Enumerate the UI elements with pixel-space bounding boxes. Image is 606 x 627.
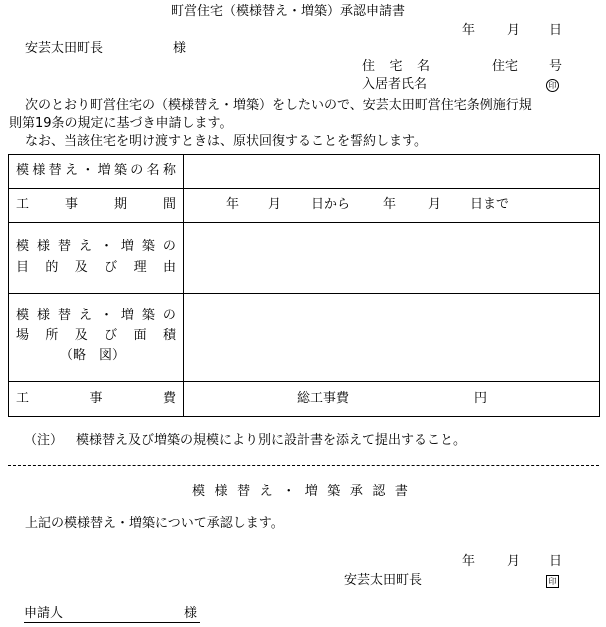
row-label-purpose-line2: 目 的 及 び 理 由 (16, 260, 176, 275)
period-month-2: 月 (428, 197, 442, 212)
addressee: 安芸太田町長 (25, 41, 104, 56)
table-row-divider (8, 381, 599, 382)
row-label-cost: 工 事 費 (16, 391, 176, 406)
approval-date-month: 月 (507, 554, 521, 569)
applicant-line (24, 606, 200, 623)
row-label-location-line2: 場 所 及 び 面 積 (16, 328, 176, 343)
table-border-bottom (8, 416, 599, 417)
residence-label: 住 宅 名 (362, 59, 430, 74)
resident-name-label: 入居者氏名 (362, 77, 428, 92)
approval-date-year: 年 (462, 554, 476, 569)
official-stamp-mark: 印 (546, 575, 559, 588)
purpose-field[interactable] (190, 230, 590, 286)
sketch-label: （略 図） (60, 348, 126, 363)
table-column-divider (183, 154, 184, 417)
approval-date-day: 日 (549, 554, 563, 569)
cost-unit: 円 (474, 391, 488, 406)
period-year-1: 年 (226, 197, 240, 212)
row-label-location-line1: 模 様 替 え ・ 増 築 の (16, 308, 176, 323)
note-text: 模様替え及び増築の規模により別に設計書を添えて提出すること。 (76, 433, 467, 448)
table-border-left (8, 154, 9, 417)
date-day: 日 (549, 23, 563, 38)
row-label-purpose-line1: 模 様 替 え ・ 増 築 の (16, 239, 176, 254)
approval-body: 上記の模様替え・増築について承認します。 (25, 516, 284, 531)
approval-issuer: 安芸太田町長 (344, 573, 423, 588)
table-border-right (599, 154, 600, 417)
location-field[interactable] (190, 300, 590, 374)
row-label-name: 模 様 替 え ・ 増 築 の 名 称 (16, 163, 176, 178)
applicant-suffix: 様 (184, 606, 198, 621)
name-field[interactable] (190, 163, 590, 181)
table-row-divider (8, 188, 599, 189)
approval-title: 模 様 替 え ・ 増 築 承 認 書 (192, 484, 408, 499)
date-month: 月 (507, 23, 521, 38)
document-title: 町営住宅（模様替え・増築）承認申請書 (171, 4, 406, 19)
seal-mark: 印 (546, 79, 559, 92)
body-line-2: 則第19条の規定に基づき申請します。 (9, 116, 233, 131)
period-until: 日まで (470, 197, 510, 212)
period-year-2: 年 (383, 197, 397, 212)
total-cost-label: 総工事費 (297, 391, 350, 406)
table-row-divider (8, 222, 599, 223)
cut-line (8, 465, 599, 466)
date-year: 年 (462, 23, 476, 38)
note-prefix: （注） (24, 433, 64, 448)
table-row-divider (8, 293, 599, 294)
table-border-top (8, 154, 599, 155)
body-line-1: 次のとおり町営住宅の（模様替え・増築）をしたいので、安芸太田町営住宅条例施行規 (25, 98, 532, 113)
body-line-3: なお、当該住宅を明け渡すときは、原状回復することを誓約します。 (25, 134, 427, 149)
applicant-label: 申請人 (24, 606, 64, 621)
addressee-suffix: 様 (173, 41, 187, 56)
period-month-1: 月 (268, 197, 282, 212)
residence-unit: 住宅 (492, 59, 519, 74)
row-label-period: 工 事 期 間 (16, 197, 176, 212)
residence-number: 号 (549, 59, 563, 74)
period-from: 日から (311, 197, 351, 212)
